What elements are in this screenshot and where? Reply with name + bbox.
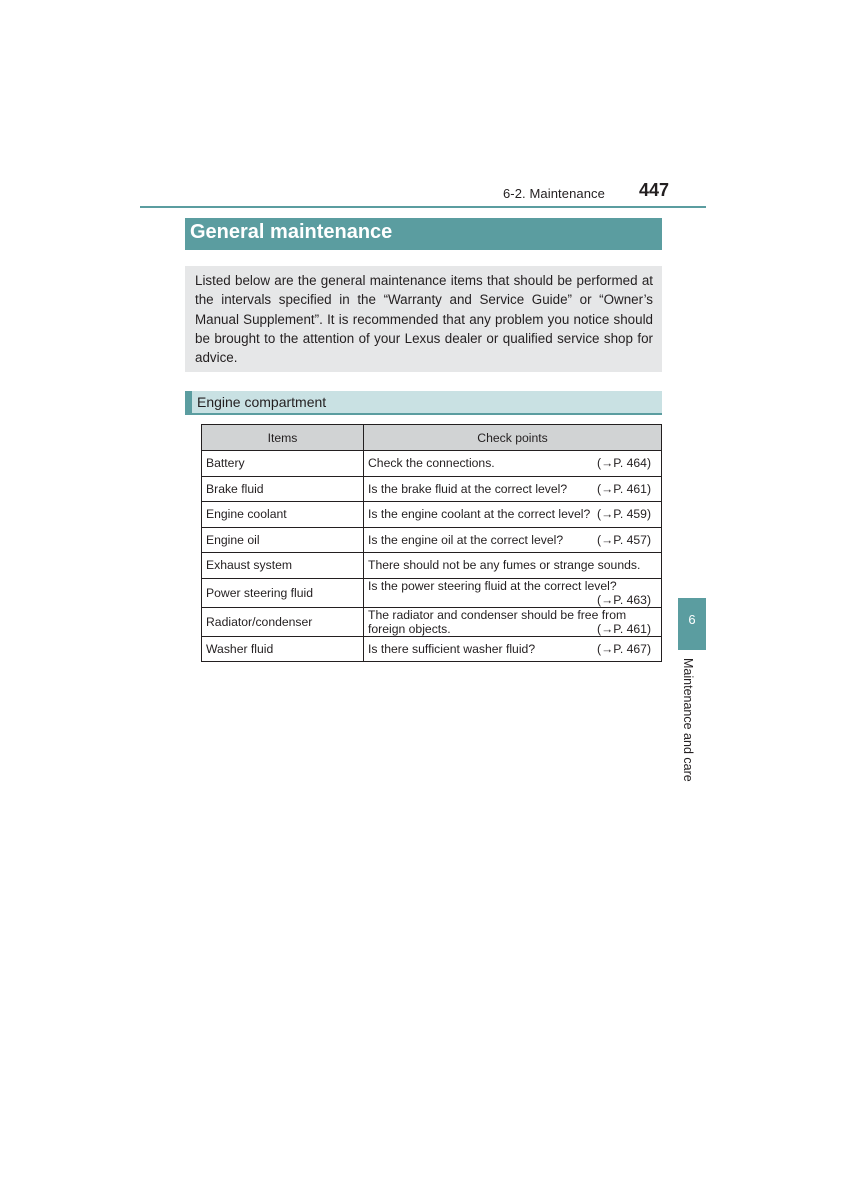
- table-row: [202, 476, 662, 502]
- page-title: General maintenance: [190, 221, 393, 243]
- check-text-line-1: The radiator and condenser should be free from: [368, 607, 627, 622]
- page-reference: (→P. 464): [597, 456, 651, 471]
- item-cell: Power steering fluid: [202, 578, 364, 607]
- subheading-label: Engine compartment: [197, 394, 327, 410]
- table-row: [202, 502, 662, 528]
- chapter-label: Maintenance and care: [681, 658, 695, 782]
- check-text: There should not be any fumes or strange sounds.: [368, 558, 641, 573]
- subheading-bar: [185, 391, 662, 415]
- check-text: Is the engine oil at the correct level?: [368, 532, 564, 547]
- table-header-row: [202, 425, 662, 451]
- page-reference: (→P. 461): [597, 621, 651, 636]
- chapter-number: 6: [688, 612, 696, 627]
- check-text: Is the engine coolant at the correct level?: [368, 507, 591, 522]
- section-title: 6-2. Maintenance: [502, 186, 605, 201]
- check-cell: [364, 527, 662, 553]
- page-reference: (→P. 457): [597, 532, 651, 547]
- page-reference: (→P. 461): [597, 481, 651, 496]
- table-row: [202, 527, 662, 553]
- table-row: [202, 553, 662, 579]
- item-cell: Engine oil: [202, 527, 364, 553]
- page-reference: (→P. 459): [597, 507, 651, 522]
- subheading-accent: [185, 391, 192, 413]
- check-text: Check the connections.: [368, 456, 495, 471]
- chapter-tab[interactable]: [678, 598, 706, 650]
- table-row: [202, 578, 662, 607]
- check-text: Is the brake fluid at the correct level?: [368, 481, 568, 496]
- page-header: [140, 176, 705, 206]
- check-cell: [364, 636, 662, 662]
- page-number: 447: [638, 180, 669, 200]
- check-text: Is there sufficient washer fluid?: [368, 641, 536, 656]
- item-cell: Radiator/condenser: [202, 607, 364, 636]
- table-row: [202, 451, 662, 477]
- item-cell: Washer fluid: [202, 636, 364, 662]
- check-cell: [364, 451, 662, 477]
- page-reference: (→P. 463): [597, 592, 651, 607]
- check-text: Is the power steering fluid at the correct level?: [368, 578, 617, 593]
- column-header-check-points: Check points: [364, 425, 662, 451]
- table-row: [202, 636, 662, 662]
- intro-text: Listed below are the general maintenance items that should be performed at the intervals specified in the “Warranty and Service Guide” or “Owner’s Manual Supplement”. It is recommended that any problem you notice should be brought to the attention of your Lexus dealer or qualified service shop for advice.: [195, 273, 653, 366]
- title-bar: [185, 218, 662, 250]
- check-cell: [364, 476, 662, 502]
- item-cell: Battery: [202, 451, 364, 477]
- check-text-line-2: foreign objects.: [368, 621, 451, 636]
- check-cell: [364, 502, 662, 528]
- check-cell: [364, 578, 662, 607]
- item-cell: Engine coolant: [202, 502, 364, 528]
- table-row: [202, 607, 662, 636]
- item-cell: Brake fluid: [202, 476, 364, 502]
- page-reference: (→P. 467): [597, 641, 651, 656]
- check-cell: [364, 607, 662, 636]
- item-cell: Exhaust system: [202, 553, 364, 579]
- maintenance-table: [201, 424, 662, 662]
- column-header-items: Items: [202, 425, 364, 451]
- intro-box: [185, 266, 662, 372]
- header-divider: [140, 206, 706, 208]
- check-cell: [364, 553, 662, 579]
